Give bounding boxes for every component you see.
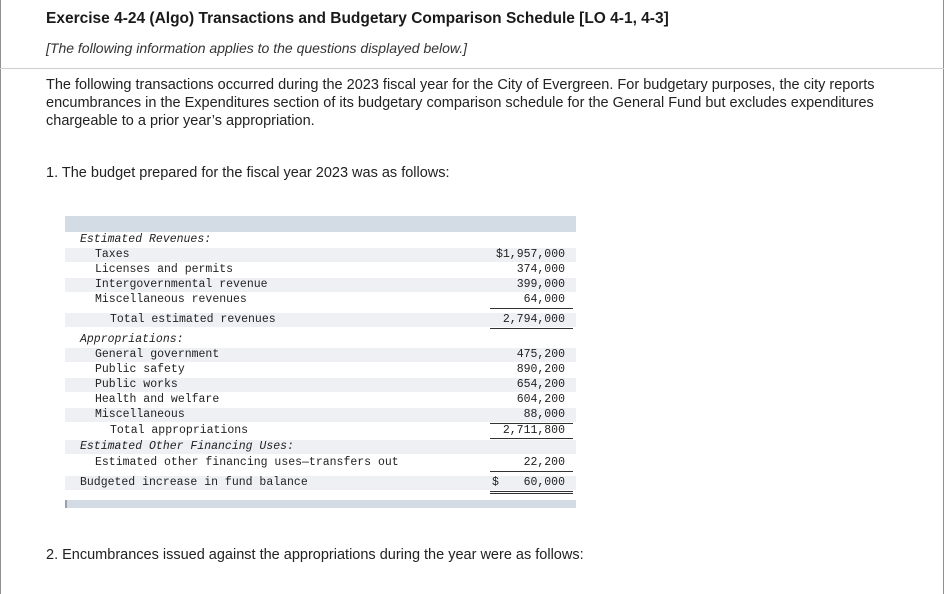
total-appropriations-label: Total appropriations: [110, 424, 249, 437]
fund-balance-label: Budgeted increase in fund balance: [80, 476, 308, 489]
exercise-title: Exercise 4-24 (Algo) Transactions and Budgetary Comparison Schedule [LO 4-1, 4-3]: [46, 10, 669, 27]
double-underline-top: [490, 491, 573, 492]
table-row: [65, 440, 576, 454]
revenue-label: Licenses and permits: [95, 263, 234, 276]
appropriation-amount: 654,200: [516, 378, 565, 391]
table-row: [65, 233, 576, 247]
table-row: [65, 363, 576, 377]
double-underline-bottom: [490, 493, 573, 494]
budget-table: [65, 216, 576, 508]
revenue-amount: 374,000: [516, 263, 565, 276]
table-row: [65, 248, 576, 262]
table-footer-bar: [65, 500, 576, 508]
table-row: [65, 263, 576, 277]
appropriation-amount: 604,200: [516, 393, 565, 406]
appropriation-amount: 88,000: [523, 408, 565, 421]
question-1-text: 1. The budget prepared for the fiscal year 2023 was as follows:: [46, 165, 450, 181]
other-uses-heading: Estimated Other Financing Uses:: [80, 440, 294, 453]
appropriation-amount: 890,200: [516, 363, 565, 376]
table-row: [65, 278, 576, 292]
total-underline: [490, 328, 573, 329]
other-uses-label: Estimated other financing uses—transfers out: [95, 456, 399, 469]
table-row: [65, 393, 576, 407]
appropriation-label: Miscellaneous: [95, 408, 185, 421]
total-revenues-amount: 2,794,000: [502, 313, 565, 326]
subtotal-underline: [490, 308, 573, 309]
fund-balance-amount: 60,000: [523, 476, 565, 489]
other-uses-amount: 22,200: [523, 456, 565, 469]
revenue-label: Taxes: [95, 248, 130, 261]
table-row: [65, 456, 576, 470]
appropriations-heading: Appropriations:: [80, 333, 184, 346]
appropriation-label: Public works: [95, 378, 178, 391]
table-header-bar: [65, 216, 576, 232]
revenues-heading: Estimated Revenues:: [80, 233, 212, 246]
revenue-amount: 399,000: [516, 278, 565, 291]
total-revenues-label: Total estimated revenues: [110, 313, 276, 326]
appropriation-amount: 475,200: [516, 348, 565, 361]
appropriation-label: Health and welfare: [95, 393, 220, 406]
table-row: [65, 408, 576, 422]
appropriation-label: General government: [95, 348, 220, 361]
table-row: [65, 378, 576, 392]
subtotal-underline: [490, 471, 573, 472]
revenue-amount: $1,957,000: [495, 248, 565, 261]
table-row: [65, 293, 576, 307]
dollar-sign: $: [492, 476, 499, 489]
total-appropriations-amount: 2,711,800: [502, 424, 565, 437]
question-2-text: 2. Encumbrances issued against the appropriations during the year were as follows:: [46, 547, 584, 563]
table-row: [65, 333, 576, 347]
total-underline: [490, 438, 573, 439]
info-note: [The following information applies to the questions displayed below.]: [46, 40, 468, 56]
table-row: [65, 348, 576, 362]
intro-paragraph: The following transactions occurred during the 2023 fiscal year for the City of Evergreen. For budgetary purposes, the city reports encumbrances in the Expenditures section of its budgetary comparison schedule for the General Fund but excludes expenditures chargeable to a prior year’s appropriation.: [46, 77, 875, 129]
appropriation-label: Public safety: [95, 363, 185, 376]
table-row: [65, 424, 576, 438]
table-row: [65, 476, 576, 490]
table-row: [65, 313, 576, 327]
divider: [0, 68, 944, 69]
revenue-amount: 64,000: [523, 293, 565, 306]
revenue-label: Intergovernmental revenue: [95, 278, 268, 291]
revenue-label: Miscellaneous revenues: [95, 293, 247, 306]
